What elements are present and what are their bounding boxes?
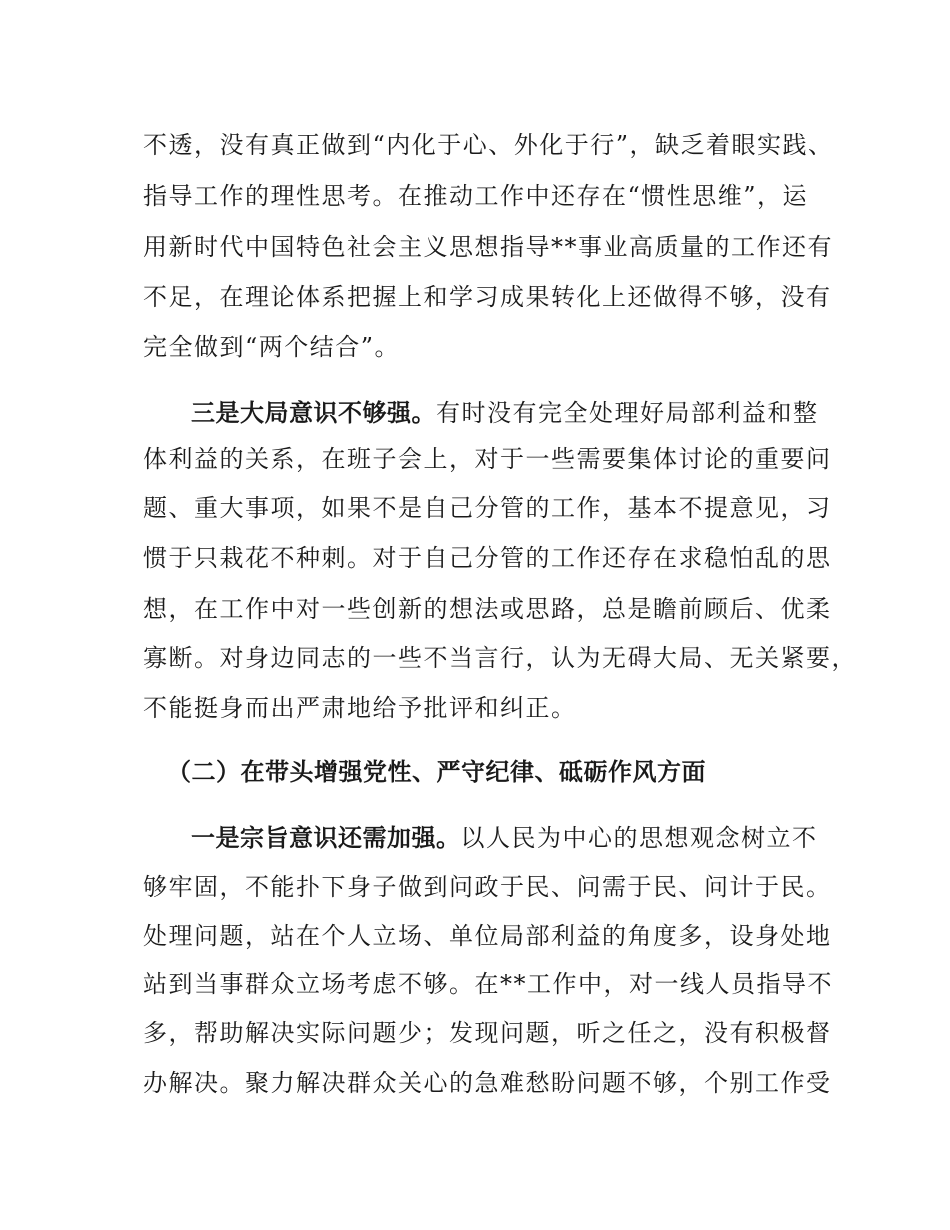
paragraph-3-line-5: 多，帮助解决实际问题少；发现问题，听之任之，没有积极督 xyxy=(143,1019,832,1047)
paragraph-2-line-2: 体利益的关系，在班子会上，对于一些需要集体讨论的重要问 xyxy=(143,445,832,473)
paragraph-2-line-6: 寡断。对身边同志的一些不当言行，认为无碍大局、无关紧要， xyxy=(143,644,857,672)
paragraph-1-line-2: 指导工作的理性思考。在推动工作中还存在“惯性思维”，运 xyxy=(143,182,809,210)
paragraph-1-line-1: 不透，没有真正做到“内化于心、外化于行”，缺乏着眼实践、 xyxy=(143,131,834,159)
paragraph-1-line-5: 完全做到“两个结合”。 xyxy=(143,333,401,361)
paragraph-3-line-2: 够牢固，不能扑下身子做到问政于民、问需于民、问计于民。 xyxy=(143,873,832,901)
paragraph-2-line-3: 题、重大事项，如果不是自己分管的工作，基本不提意见，习 xyxy=(143,494,832,522)
paragraph-3-first-rest: 以人民为中心的思想观念树立不 xyxy=(460,824,818,852)
paragraph-3-line-4: 站到当事群众立场考虑不够。在**工作中，对一线人员指导不 xyxy=(143,970,833,998)
paragraph-2-line-7: 不能挺身而出严肃地给予批评和纠正。 xyxy=(143,694,577,722)
paragraph-2-first-rest: 有时没有完全处理好局部利益和整 xyxy=(436,399,819,427)
paragraph-3-line-3: 处理问题，站在个人立场、单位局部利益的角度多，设身处地 xyxy=(143,922,832,950)
paragraph-2-lead: 三是大局意识不够强。 xyxy=(191,399,436,427)
paragraph-2-line-1 xyxy=(191,393,871,433)
paragraph-3-lead: 一是宗旨意识还需加强。 xyxy=(191,824,461,852)
paragraph-3-line-6: 办解决。聚力解决群众关心的急难愁盼问题不够，个别工作受 xyxy=(143,1069,832,1097)
section-heading: （二）在带头增强党性、严守纪律、砥砺作风方面 xyxy=(167,758,706,786)
paragraph-1-line-3: 用新时代中国特色社会主义思想指导**事业高质量的工作还有 xyxy=(143,233,833,261)
paragraph-1-line-4: 不足，在理论体系把握上和学习成果转化上还做得不够，没有 xyxy=(143,283,832,311)
paragraph-2-line-4: 惯于只栽花不种刺。对于自己分管的工作还存在求稳怕乱的思 xyxy=(143,544,832,572)
paragraph-3-line-1 xyxy=(191,818,871,858)
paragraph-2-line-5: 想，在工作中对一些创新的想法或思路，总是瞻前顾后、优柔 xyxy=(143,595,832,623)
